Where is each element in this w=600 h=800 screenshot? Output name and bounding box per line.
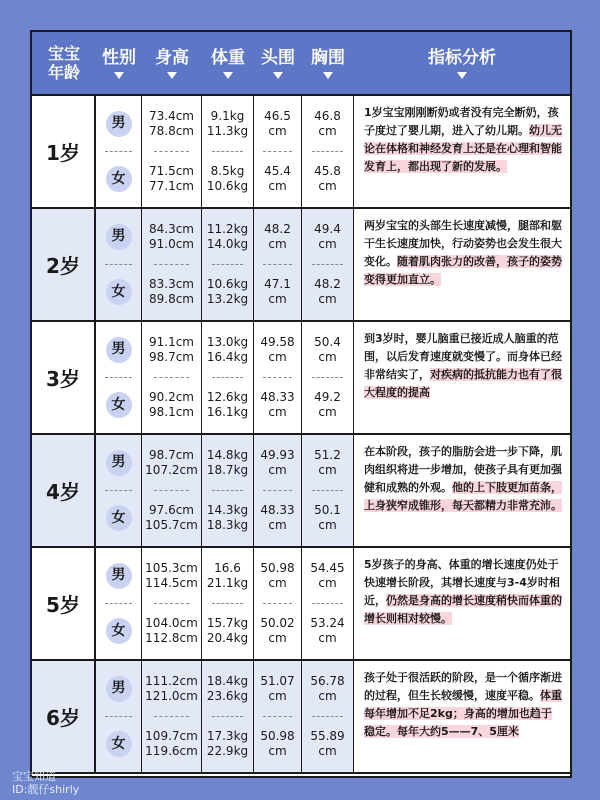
dropdown-triangle-icon (167, 72, 177, 79)
chest-column (302, 435, 354, 546)
head-male (254, 96, 301, 152)
weight-male (202, 435, 253, 491)
height-value: 109.7cm 119.6cm (145, 729, 198, 759)
chest-column (302, 548, 354, 659)
age-cell: 5岁 (32, 548, 96, 659)
height-value: 91.1cm 98.7cm (148, 334, 194, 364)
height-value: 111.2cm 121.0cm (145, 673, 198, 703)
sex-badge: 女 (106, 279, 132, 305)
chest-column (302, 322, 354, 433)
growth-table (30, 30, 572, 778)
table-row (32, 209, 570, 322)
chest-male (302, 322, 353, 378)
header-head: 头围 (254, 32, 302, 94)
weight-female (202, 491, 253, 547)
head-value: 51.07 cm (260, 673, 295, 703)
weight-male (202, 322, 253, 378)
sex-male (96, 96, 141, 152)
head-column (254, 661, 302, 772)
height-value: 83.3cm 89.8cm (148, 277, 194, 307)
dropdown-triangle-icon (323, 72, 333, 79)
sex-column (96, 96, 142, 207)
chest-male (302, 661, 353, 717)
height-female (142, 491, 201, 547)
analysis-cell (354, 548, 570, 659)
chest-value: 53.24 cm (310, 616, 345, 646)
head-female (254, 265, 301, 321)
weight-value: 12.6kg 16.1kg (206, 390, 249, 420)
head-female (254, 152, 301, 208)
weight-male (202, 96, 253, 152)
sex-male (96, 209, 141, 265)
height-female (142, 378, 201, 434)
chest-male (302, 435, 353, 491)
analysis-text: 到3岁时，婴儿脑重已接近成人脑重的范围，以后发育速度就变慢了。而身体已经非常结实了， (364, 332, 562, 381)
head-male (254, 548, 301, 604)
dropdown-triangle-icon (273, 72, 283, 79)
weight-value: 11.2kg 14.0kg (206, 221, 249, 251)
sex-column (96, 548, 142, 659)
analysis-text: 5岁孩子的身高、体重的增长速度仍处于快速增长阶段，其增长速度与3-4岁时相近， (364, 558, 560, 607)
weight-male (202, 548, 253, 604)
analysis-highlight: 随着肌肉张力的改善，孩子的姿势变得更加直立。 (364, 255, 562, 286)
weight-column (202, 661, 254, 772)
chest-column (302, 661, 354, 772)
weight-column (202, 322, 254, 433)
chest-column (302, 96, 354, 207)
dropdown-triangle-icon (114, 72, 124, 79)
chest-value: 50.1 cm (314, 503, 341, 533)
analysis-highlight: 对疾病的抵抗能力也有了很大程度的提高 (364, 368, 562, 399)
weight-value: 18.4kg 23.6kg (206, 673, 249, 703)
height-value: 104.0cm 112.8cm (145, 616, 198, 646)
weight-female (202, 604, 253, 660)
chest-female (302, 378, 353, 434)
sex-female (96, 604, 141, 660)
head-column (254, 96, 302, 207)
head-column (254, 209, 302, 320)
head-male (254, 661, 301, 717)
head-value: 45.4 cm (264, 164, 291, 194)
chest-value: 50.4 cm (314, 334, 341, 364)
analysis-cell (354, 96, 570, 207)
weight-female (202, 378, 253, 434)
age-cell: 6岁 (32, 661, 96, 772)
header-weight: 体重 (202, 32, 254, 94)
height-value: 105.3cm 114.5cm (145, 560, 198, 590)
chest-male (302, 96, 353, 152)
analysis-highlight: 体重每年增加不足2kg；身高的增加也趋于稳定。每年大约5——7、5厘米 (364, 689, 562, 738)
weight-value: 9.1kg 11.3kg (206, 108, 249, 138)
dropdown-triangle-icon (457, 72, 467, 79)
sex-male (96, 322, 141, 378)
age-cell: 2岁 (32, 209, 96, 320)
sex-badge: 女 (106, 166, 132, 192)
sex-male (96, 548, 141, 604)
head-female (254, 717, 301, 773)
weight-female (202, 152, 253, 208)
height-value: 98.7cm 107.2cm (145, 447, 198, 477)
sex-badge: 男 (106, 563, 132, 589)
sex-badge: 女 (106, 505, 132, 531)
sex-column (96, 661, 142, 772)
table-row (32, 435, 570, 548)
analysis-highlight: 他的上下肢更加苗条，上身狭窄成锥形，每天都精力非常充沛。 (364, 481, 562, 512)
chest-column (302, 209, 354, 320)
height-column (142, 435, 202, 546)
chest-value: 51.2 cm (314, 447, 341, 477)
chest-value: 48.2 cm (314, 277, 341, 307)
table-row (32, 322, 570, 435)
analysis-text: 在本阶段，孩子的脂肪会进一步下降，肌肉组织将进一步增加，使孩子具有更加强健和成熟的外观。 (364, 445, 562, 494)
table-row (32, 96, 570, 209)
analysis-highlight: 幼儿无论在体格和神经发育上还是在心理和智能发育上，都出现了新的发展。 (364, 124, 562, 173)
weight-value: 15.7kg 20.4kg (206, 616, 249, 646)
sex-badge: 男 (106, 450, 132, 476)
weight-value: 16.6 21.1kg (206, 560, 249, 590)
head-value: 50.98 cm (260, 729, 295, 759)
chest-value: 46.8 cm (314, 108, 341, 138)
sex-badge: 男 (106, 111, 132, 137)
analysis-cell (354, 661, 570, 772)
chest-male (302, 548, 353, 604)
head-value: 49.58 cm (260, 334, 295, 364)
sex-badge: 男 (106, 676, 132, 702)
head-value: 48.33 cm (260, 503, 295, 533)
weight-column (202, 435, 254, 546)
height-value: 73.4cm 78.8cm (148, 108, 194, 138)
weight-value: 14.3kg 18.3kg (206, 503, 249, 533)
analysis-cell (354, 322, 570, 433)
head-value: 50.02 cm (260, 616, 295, 646)
sex-badge: 女 (106, 392, 132, 418)
chest-female (302, 604, 353, 660)
header-sex: 性别 (96, 32, 142, 94)
analysis-cell (354, 435, 570, 546)
height-female (142, 604, 201, 660)
chest-female (302, 491, 353, 547)
weight-female (202, 717, 253, 773)
chest-value: 49.4 cm (314, 221, 341, 251)
height-male (142, 322, 201, 378)
chest-value: 56.78 cm (310, 673, 345, 703)
head-column (254, 548, 302, 659)
age-cell: 1岁 (32, 96, 96, 207)
height-column (142, 96, 202, 207)
header-chest: 胸围 (302, 32, 354, 94)
chest-value: 55.89 cm (310, 729, 345, 759)
weight-female (202, 265, 253, 321)
head-female (254, 378, 301, 434)
analysis-text: 孩子处于很活跃的阶段，是一个循序渐进的过程，但生长较缓慢，速度平稳。 (364, 671, 562, 702)
height-value: 71.5cm 77.1cm (148, 164, 194, 194)
chest-female (302, 717, 353, 773)
weight-value: 13.0kg 16.4kg (206, 334, 249, 364)
height-value: 84.3cm 91.0cm (148, 221, 194, 251)
analysis-highlight: 仍然是身高的增长速度稍快而体重的增长则相对较慢。 (364, 594, 562, 625)
table-row (32, 661, 570, 774)
dropdown-triangle-icon (223, 72, 233, 79)
height-value: 97.6cm 105.7cm (145, 503, 198, 533)
head-female (254, 491, 301, 547)
table-row (32, 548, 570, 661)
chest-female (302, 152, 353, 208)
head-male (254, 322, 301, 378)
sex-badge: 男 (106, 224, 132, 250)
chest-value: 54.45 cm (310, 560, 345, 590)
height-value: 90.2cm 98.1cm (148, 390, 194, 420)
head-value: 48.33 cm (260, 390, 295, 420)
weight-male (202, 661, 253, 717)
weight-value: 8.5kg 10.6kg (206, 164, 249, 194)
height-female (142, 265, 201, 321)
analysis-cell (354, 209, 570, 320)
height-male (142, 661, 201, 717)
weight-value: 10.6kg 13.2kg (206, 277, 249, 307)
sex-male (96, 435, 141, 491)
height-female (142, 717, 201, 773)
sex-female (96, 717, 141, 773)
head-female (254, 604, 301, 660)
watermark: 宝宝知道 ID:靓仔shirly (12, 770, 80, 796)
age-cell: 3岁 (32, 322, 96, 433)
chest-male (302, 209, 353, 265)
weight-column (202, 209, 254, 320)
sex-badge: 男 (106, 337, 132, 363)
sex-female (96, 491, 141, 547)
sex-female (96, 152, 141, 208)
weight-value: 14.8kg 18.7kg (206, 447, 249, 477)
weight-male (202, 209, 253, 265)
head-value: 49.93 cm (260, 447, 295, 477)
header-height: 身高 (142, 32, 202, 94)
head-male (254, 209, 301, 265)
weight-column (202, 548, 254, 659)
table-header (32, 32, 570, 96)
head-value: 46.5 cm (264, 108, 291, 138)
head-column (254, 435, 302, 546)
head-value: 47.1 cm (264, 277, 291, 307)
height-column (142, 548, 202, 659)
sex-column (96, 435, 142, 546)
header-age: 宝宝 年龄 (47, 44, 80, 82)
height-male (142, 548, 201, 604)
head-male (254, 435, 301, 491)
height-male (142, 435, 201, 491)
analysis-text: 1岁宝宝刚刚断奶或者没有完全断奶，孩子度过了婴儿期，进入了幼儿期。 (364, 106, 559, 137)
weight-column (202, 96, 254, 207)
chest-value: 49.2 cm (314, 390, 341, 420)
height-male (142, 209, 201, 265)
head-value: 48.2 cm (264, 221, 291, 251)
height-female (142, 152, 201, 208)
height-column (142, 322, 202, 433)
header-analysis: 指标分析 (354, 32, 570, 94)
head-column (254, 322, 302, 433)
age-cell: 4岁 (32, 435, 96, 546)
chest-value: 45.8 cm (314, 164, 341, 194)
sex-female (96, 265, 141, 321)
sex-female (96, 378, 141, 434)
sex-badge: 女 (106, 618, 132, 644)
height-column (142, 209, 202, 320)
weight-value: 17.3kg 22.9kg (206, 729, 249, 759)
sex-badge: 女 (106, 731, 132, 757)
height-male (142, 96, 201, 152)
sex-column (96, 322, 142, 433)
head-value: 50.98 cm (260, 560, 295, 590)
sex-column (96, 209, 142, 320)
analysis-text: 两岁宝宝的头部生长速度减慢，腿部和躯干生长速度加快，行动姿势也会发生很大变化。 (364, 219, 562, 268)
sex-male (96, 661, 141, 717)
chest-female (302, 265, 353, 321)
height-column (142, 661, 202, 772)
